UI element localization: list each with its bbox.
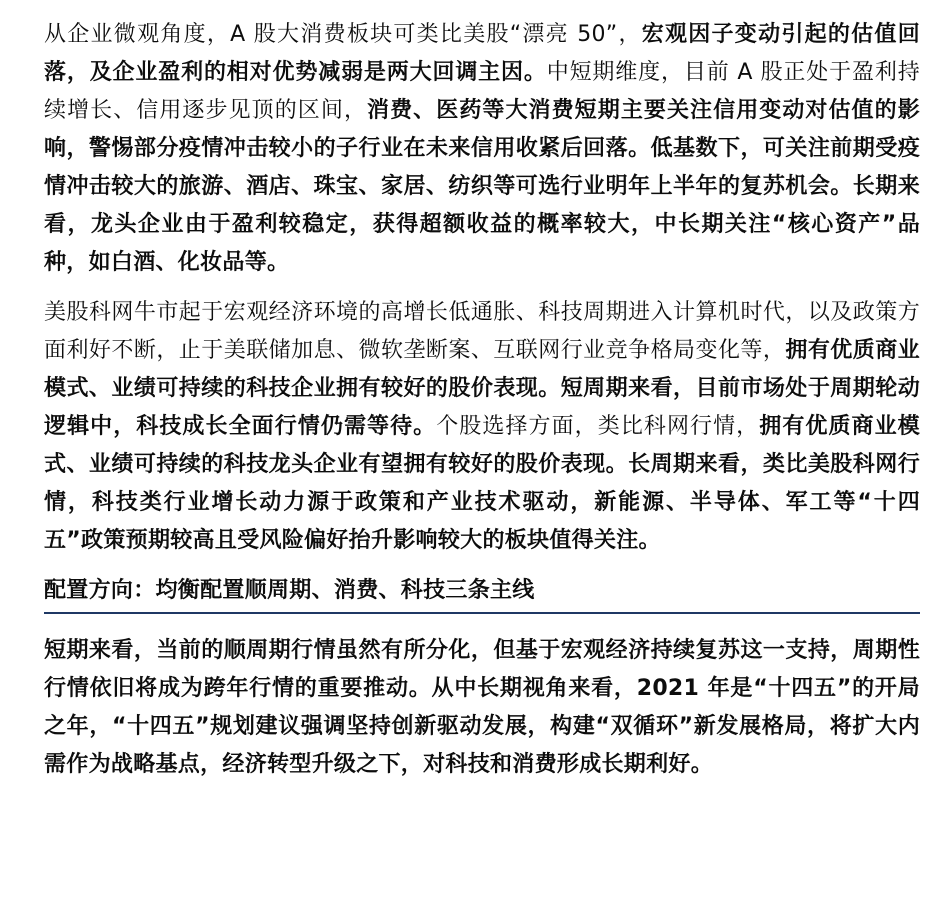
paragraph-allocation: 短期来看，当前的顺周期行情虽然有所分化，但基于宏观经济持续复苏这一支持，周期性行情依旧将成为跨年行情的重要推动。从中长期视角来看，2021 年是“十四五”的开局之年，“十四五”规划建议强调坚持创新驱动发展，构建“双循环”新发展格局，将扩大内需作为战略基点，经济转型升级之下，对科技和消费形成长期利好。 bbox=[44, 638, 920, 777]
p2-sentence-1: 美股科网牛市起于宏观经济环境的高增长低通胀、科技周期进入计算机时代，以及政策方面利好不断，止于美联储加息、微软垄断案、互联网行业竞争格局变化等， bbox=[44, 300, 920, 363]
p1-sentence-4-bold: 消费、医药等大消费短期主要关注信用变动对估值的影响，警惕部分疫情冲击较小的子行业在未来信用收紧后回落。低基数下，可关注前期受疫情冲击较大的旅游、酒店、珠宝、家居、纺织等可选行业明年上半年的复苏机会。长期来看，龙头企业由于盈利较稳定，获得超额收益的概率较大，中长期关注“核心资产”品种，如白酒、化妆品等。 bbox=[44, 98, 921, 275]
p2-sentence-4-bold: 拥有优质商业模式、业绩可持续的科技龙头企业有望拥有较好的股价表现。长周期来看，类比美股科网行情，科技类行业增长动力源于政策和产业技术驱动，新能源、半导体、军工等“十四五”政策预期较高且受风险偏好抬升影响较大的板块值得关注。 bbox=[44, 414, 920, 553]
p1-sentence-3: 中短期维度，目前 A 股正处于盈利持续增长、信用逐步见顶的区间， bbox=[44, 60, 920, 123]
section-heading-allocation: 配置方向：均衡配置顺周期、消费、科技三条主线 bbox=[44, 574, 920, 614]
paragraph-tech-sector bbox=[44, 294, 920, 560]
p1-sentence-2-bold: 宏观因子变动引起的估值回落，及企业盈利的相对优势减弱是两大回调主因。 bbox=[44, 22, 920, 85]
p2-sentence-3: 个股选择方面，类比科网行情， bbox=[436, 414, 760, 439]
paragraph-consumer-sector bbox=[44, 16, 920, 282]
p2-sentence-2-bold: 拥有优质商业模式、业绩可持续的科技企业拥有较好的股价表现。短周期来看，目前市场处于周期轮动逻辑中，科技成长全面行情仍需等待。 bbox=[44, 338, 920, 439]
report-page bbox=[44, 16, 920, 784]
p1-sentence-1: 从企业微观角度，A 股大消费板块可类比美股“漂亮 50”， bbox=[44, 22, 642, 47]
